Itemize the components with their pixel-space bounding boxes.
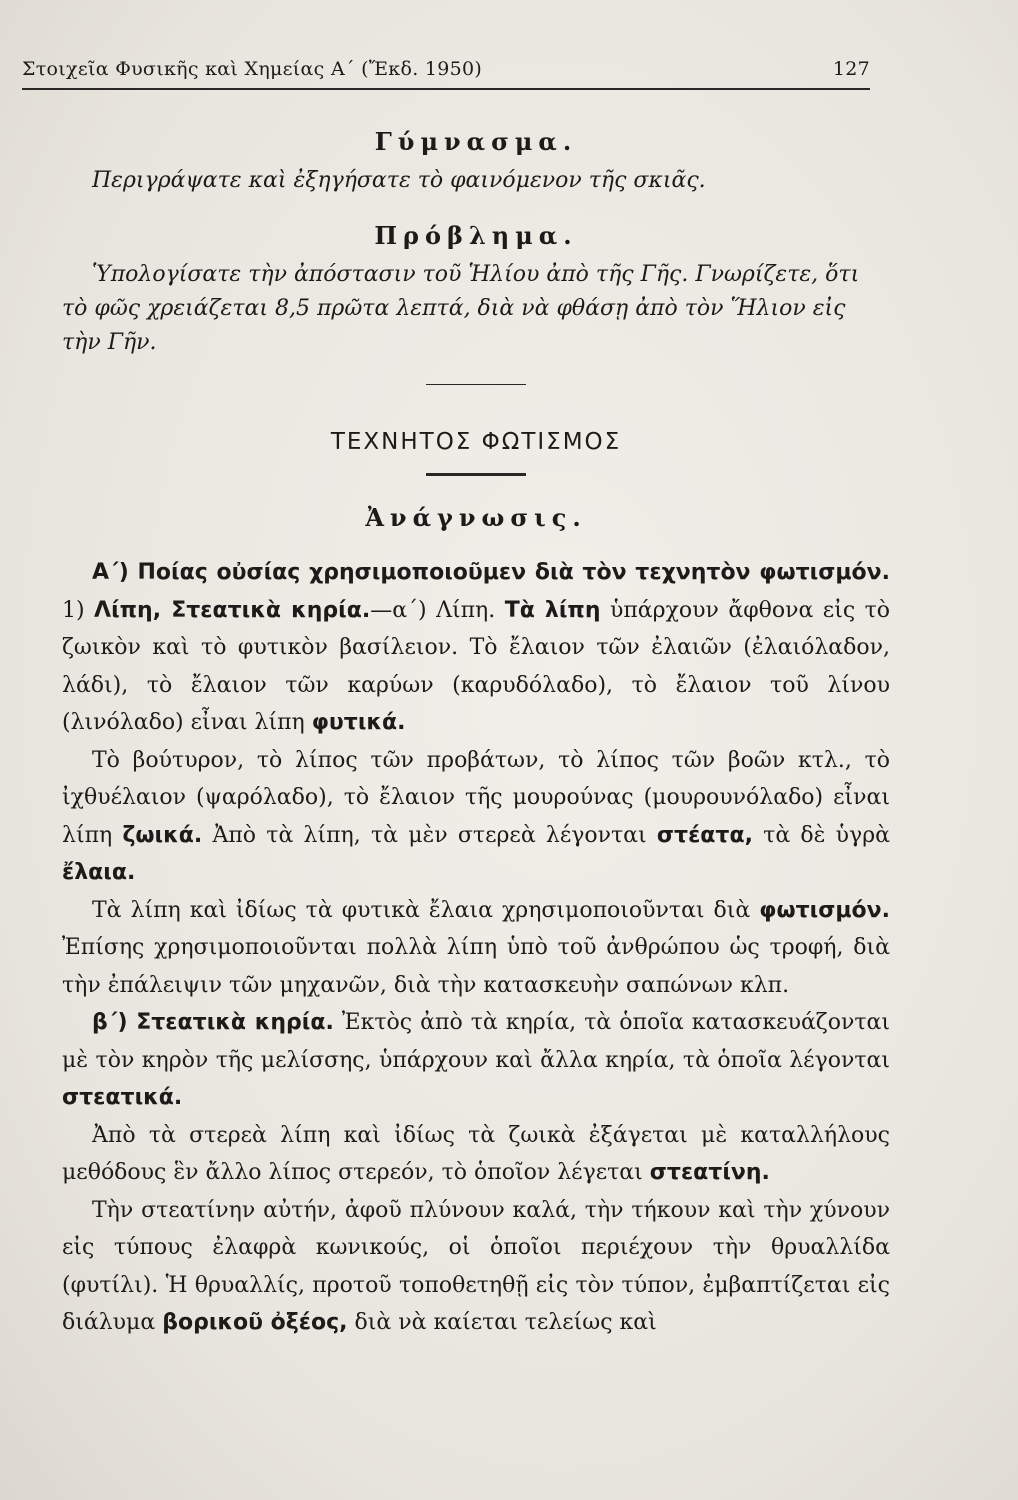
paragraph-4-text: Ἐκτὸς ἀπὸ τὰ κηρία, τὰ ὁποῖα κατασκευάζονται μὲ τὸν κηρὸν τῆς μελίσσης, ὑπάρχουν καὶ ἄλλα κηρία, τὰ ὁποῖα λέγονται — [62, 1010, 890, 1073]
term-oils: ἔλαια. — [62, 860, 136, 885]
term-lighting: φωτισμόν. — [759, 897, 890, 923]
paragraph-1 — [62, 554, 890, 742]
section-title: ΤΕΧΝΗΤΟΣ ΦΩΤΙΣΜΟΣ — [330, 429, 622, 455]
running-head — [22, 48, 870, 90]
term-vegetable: φυτικά. — [311, 710, 406, 735]
subheading-stearic-candles: β΄) Στεατικὰ κηρία. — [92, 1010, 334, 1035]
term-boric-acid: βορικοῦ ὀξέος, — [162, 1310, 348, 1335]
item-number: 1) — [62, 597, 95, 623]
divider-top — [426, 384, 526, 385]
term-fats: Τὰ λίπη — [504, 597, 601, 623]
problem-text: Ὑπολογίσατε τὴν ἀπόστασιν τοῦ Ἡλίου ἀπὸ τῆς Γῆς. Γνωρίζετε, ὅτι τὸ φῶς χρειάζεται 8,5 πρῶτα λεπτά, διὰ νὰ φθάσῃ ἀπὸ τὸν Ἥλιον εἰς τὴν Γῆν. — [62, 262, 860, 355]
page-content — [62, 100, 890, 1342]
book-title: Στοιχεῖα Φυσικῆς καὶ Χημείας Α΄ (Ἔκδ. 1950) — [22, 58, 483, 80]
paragraph-6 — [62, 1192, 890, 1342]
paragraph-5 — [62, 1117, 890, 1192]
paragraph-3-text: Τὰ λίπη καὶ ἰδίως τὰ φυτικὰ ἔλαια χρησιμοποιοῦνται διὰ — [92, 897, 760, 923]
paragraph-2-text-c: τὰ δὲ ὑγρὰ — [752, 822, 890, 848]
paragraph-1-text: ὑπάρχουν ἄφθονα εἰς τὸ ζωικὸν καὶ τὸ φυτικὸν βασίλειον. Τὸ ἔλαιον τῶν ἐλαιῶν (ἐλαιόλαδον, λάδι), τὸ ἔλαιον τῶν καρύων (καρυδόλαδο), τὸ ἔλαιον τοῦ λίνου (λινόλαδο) εἶναι λίπη — [62, 597, 891, 735]
term-animal: ζωικά. — [122, 822, 203, 848]
reading-heading: Ἀνάγνωσις. — [365, 503, 587, 532]
exercise-text: Περιγράψατε καὶ ἐξηγήσατε τὸ φαινόμενον τῆς σκιᾶς. — [92, 168, 706, 193]
paragraph-4 — [62, 1004, 890, 1117]
paragraph-3 — [62, 892, 890, 1005]
term-stearic: στεατικά. — [62, 1085, 183, 1110]
paragraph-2-text: Τὸ βούτυρον, τὸ λίπος τῶν προβάτων, τὸ λίπος τῶν βοῶν κτλ., τὸ ἰχθυέλαιον (ψαρόλαδο), τὸ ἔλαιον τῆς μουρούνας (μουρουνόλαδο) εἶναι λίπη — [62, 747, 890, 848]
item-a-label: —α΄) Λίπη. — [370, 597, 505, 623]
paragraph-5-text: Ἀπὸ τὰ στερεὰ λίπη καὶ ἰδίως τὰ ζωικὰ ἐξάγεται μὲ καταλλήλους μεθόδους ἓν ἄλλο λίπος στερεόν, τὸ ὁποῖον λέγεται — [62, 1122, 890, 1185]
term-stearin: στεατίνη. — [649, 1160, 770, 1185]
subheading-fats-candles: Λίπη, Στεατικὰ κηρία. — [94, 597, 371, 623]
exercise-heading: Γύμνασμα. — [374, 127, 578, 156]
term-tallow: στέατα, — [656, 822, 753, 848]
paragraph-6-text: Τὴν στεατίνην αὐτήν, ἀφοῦ πλύνουν καλά, τὴν τήκουν καὶ τὴν χύνουν εἰς τύπους ἐλαφρὰ κωνικούς, οἱ ὁποῖοι περιέχουν τὴν θρυαλλίδα (φυτίλι). Ἡ θρυαλλίς, προτοῦ τοποθετηθῇ εἰς τὸν τύπον, ἐμβαπτίζεται εἰς διάλυμα — [62, 1197, 890, 1335]
page-number: 127 — [832, 58, 870, 80]
problem-heading: Πρόβλημα. — [374, 221, 578, 250]
paragraph-2 — [62, 742, 890, 892]
paragraph-2-text-b: Ἀπὸ τὰ λίπη, τὰ μὲν στερεὰ λέγονται — [202, 822, 657, 848]
paragraph-6-text-b: διὰ νὰ καίεται τελείως καὶ — [347, 1310, 657, 1335]
divider-bottom — [426, 473, 526, 476]
paragraph-3-text-b: Ἐπίσης χρησιμοποιοῦνται πολλὰ λίπη ὑπὸ τοῦ ἀνθρώπου ὡς τροφή, διὰ τὴν ἐπάλειψιν τῶν μηχανῶν, διὰ τὴν κατασκευὴν σαπώνων κλπ. — [62, 935, 890, 998]
question-a-heading: Α΄) Ποίας οὐσίας χρησιμοποιοῦμεν διὰ τὸν τεχνητὸν φωτισμόν. — [92, 560, 890, 585]
